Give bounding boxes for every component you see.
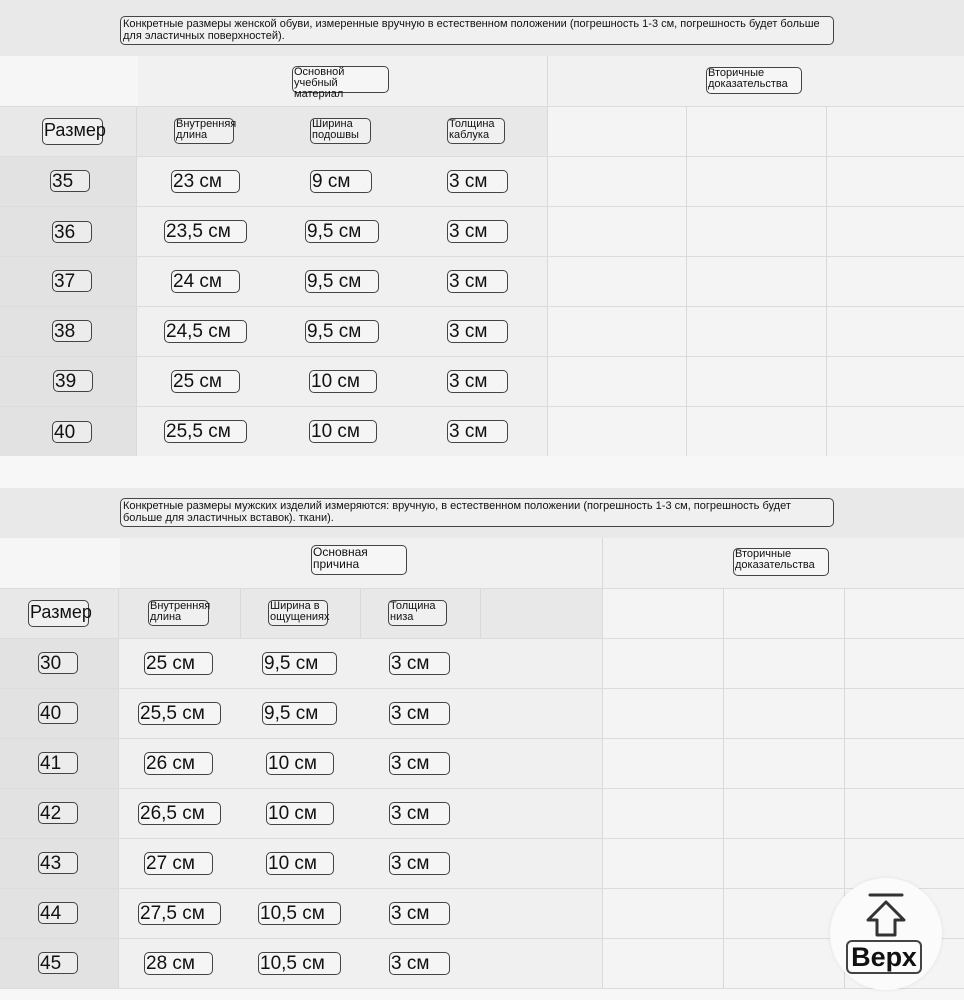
- women-inner-cell: 24 см: [171, 270, 240, 293]
- men-inner-cell: 28 см: [144, 952, 213, 975]
- men-size-cell: 42: [38, 802, 78, 824]
- women-measurement-note: Конкретные размеры женской обуви, измеренные вручную в естественном положении (погрешность 1-3 см, погрешность будет больше для эластичных поверхностей).: [120, 16, 834, 45]
- women-heel-cell: 3 см: [447, 170, 508, 193]
- women-heel-cell: 3 см: [447, 420, 508, 443]
- women-size-cell: 39: [53, 370, 93, 392]
- men-size-cell: 44: [38, 902, 78, 924]
- women-sole-cell: 9,5 см: [305, 320, 379, 343]
- men-width-cell: 9,5 см: [262, 652, 337, 675]
- men-bottom-cell: 3 см: [389, 952, 450, 975]
- men-measurement-note: Конкретные размеры мужских изделий измеряются: вручную, в естественном положении (погрешность 1-3 см, погрешность будет больше для эластичных вставок). ткани).: [120, 498, 834, 527]
- men-width-cell: 10,5 см: [258, 902, 341, 925]
- women-size-cell: 36: [52, 221, 92, 243]
- men-width-cell: 10 см: [266, 852, 334, 875]
- women-col-heel-thickness: Толщина каблука: [447, 118, 505, 144]
- men-size-cell: 43: [38, 852, 78, 874]
- women-sole-cell: 10 см: [309, 370, 377, 393]
- men-inner-cell: 25,5 см: [138, 702, 221, 725]
- women-group-blank: [0, 56, 138, 106]
- women-col-inner-length: Внутренняя длина: [174, 118, 234, 144]
- women-size-cell: 37: [52, 270, 92, 292]
- women-group-secondary: Вторичные доказательства: [706, 67, 802, 94]
- men-bottom-cell: 3 см: [389, 902, 450, 925]
- women-inner-cell: 25,5 см: [164, 420, 247, 443]
- men-width-cell: 9,5 см: [262, 702, 337, 725]
- back-to-top-label: Верх: [846, 940, 922, 974]
- men-width-cell: 10,5 см: [258, 952, 341, 975]
- men-group-secondary: Вторичные доказательства: [733, 548, 829, 576]
- women-secondary-area: [547, 106, 964, 456]
- women-sole-cell: 9,5 см: [305, 270, 379, 293]
- men-col-size: Размер: [28, 600, 89, 627]
- women-heel-cell: 3 см: [447, 220, 508, 243]
- women-group-main: Основной учебный материал: [292, 66, 389, 93]
- men-col-bottom-thickness: Толщина низа: [388, 600, 447, 626]
- back-to-top-button[interactable]: [830, 878, 942, 990]
- men-bottom-cell: 3 см: [389, 852, 450, 875]
- women-heel-cell: 3 см: [447, 320, 508, 343]
- men-col-inner-length: Внутренняя длина: [148, 600, 209, 626]
- men-col-width: Ширина в ощущениях: [268, 600, 328, 626]
- men-bottom-cell: 3 см: [389, 652, 450, 675]
- arrow-up-icon: [864, 892, 908, 938]
- women-size-cell: 35: [50, 170, 90, 192]
- men-inner-cell: 26 см: [144, 752, 213, 775]
- men-inner-cell: 27 см: [144, 852, 213, 875]
- men-bottom-cell: 3 см: [389, 702, 450, 725]
- women-sole-cell: 10 см: [309, 420, 377, 443]
- women-col-size: Размер: [42, 118, 103, 145]
- men-group-blank: [0, 538, 120, 588]
- men-inner-cell: 27,5 см: [138, 902, 221, 925]
- women-group-band: [0, 56, 964, 106]
- women-inner-cell: 25 см: [171, 370, 240, 393]
- women-sole-cell: 9,5 см: [305, 220, 379, 243]
- men-inner-cell: 25 см: [144, 652, 213, 675]
- men-size-cell: 45: [38, 952, 78, 974]
- men-size-cell: 40: [38, 702, 78, 724]
- men-size-cell: 30: [38, 652, 78, 674]
- women-inner-cell: 23,5 см: [164, 220, 247, 243]
- women-size-cell: 38: [52, 320, 92, 342]
- men-size-cell: 41: [38, 752, 78, 774]
- men-inner-cell: 26,5 см: [138, 802, 221, 825]
- men-width-cell: 10 см: [266, 752, 334, 775]
- women-sole-cell: 9 см: [310, 170, 372, 193]
- women-inner-cell: 23 см: [171, 170, 240, 193]
- men-bottom-cell: 3 см: [389, 802, 450, 825]
- women-heel-cell: 3 см: [447, 270, 508, 293]
- men-bottom-cell: 3 см: [389, 752, 450, 775]
- men-width-cell: 10 см: [266, 802, 334, 825]
- men-group-main: Основная причина: [311, 545, 407, 575]
- women-col-sole-width: Ширина подошвы: [310, 118, 371, 144]
- women-inner-cell: 24,5 см: [164, 320, 247, 343]
- women-heel-cell: 3 см: [447, 370, 508, 393]
- women-size-cell: 40: [52, 421, 92, 443]
